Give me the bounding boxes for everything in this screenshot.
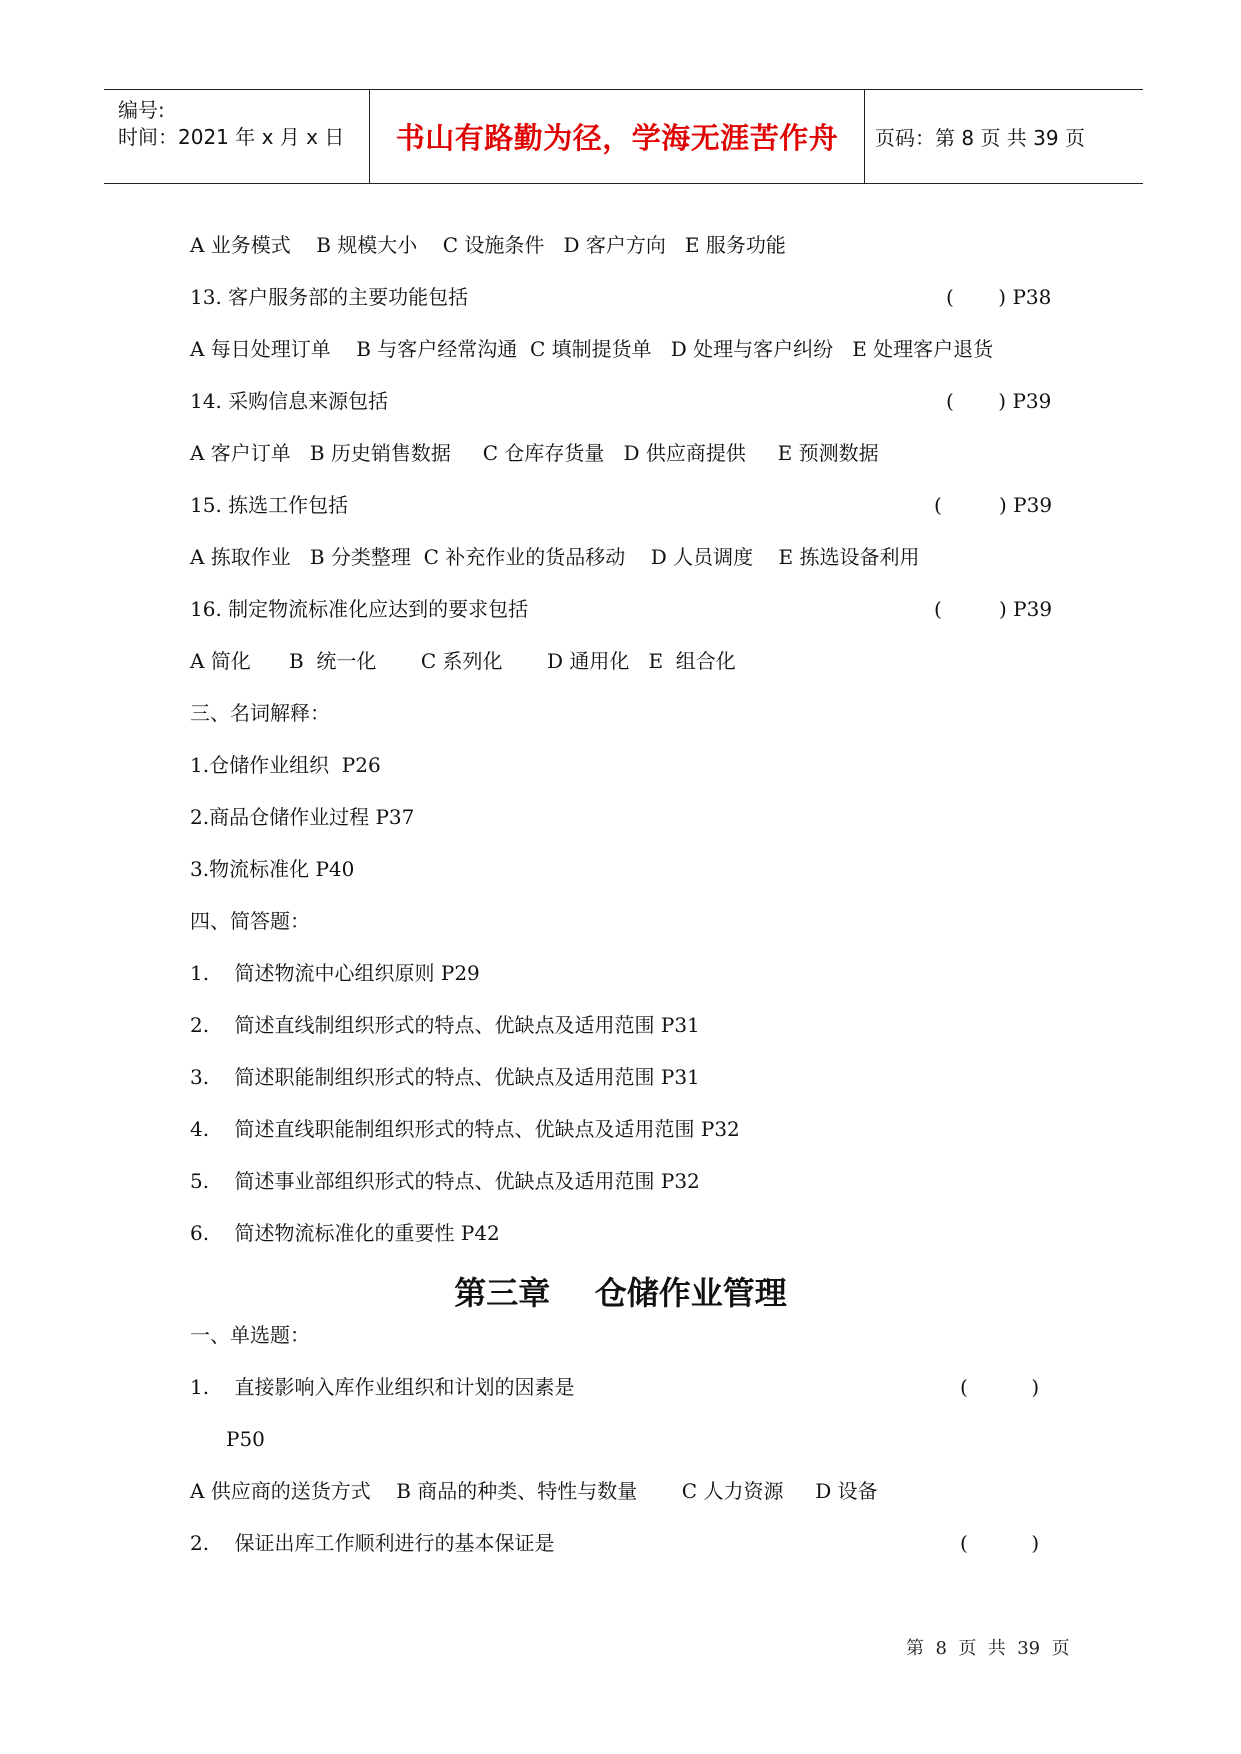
options-line-16: A 简化 B 统一化 C 系列化 D 通用化 E 组合化 <box>190 649 736 673</box>
short-answer-item-6: 6. 简述物流标准化的重要性 P42 <box>190 1221 500 1245</box>
options-line-13: A 每日处理订单 B 与客户经常沟通 C 填制提货单 D 处理与客户纠纷 E 处理客户退货 <box>190 337 994 361</box>
short-answer-item-1: 1. 简述物流中心组织原则 P29 <box>190 961 480 985</box>
question-ch3-2: 2. 保证出库工作顺利进行的基本保证是 <box>190 1531 555 1555</box>
options-line-14: A 客户订单 B 历史销售数据 C 仓库存货量 D 供应商提供 E 预测数据 <box>190 441 879 465</box>
options-line-ch3-1: A 供应商的送货方式 B 商品的种类、特性与数量 C 人力资源 D 设备 <box>190 1479 878 1503</box>
answer-ref-15: ( ) P39 <box>934 493 1053 517</box>
header-motto: 书山有路勤为径，学海无涯苦作舟 <box>395 121 839 155</box>
question-13: 13. 客户服务部的主要功能包括 <box>190 285 469 309</box>
answer-ref-14: ( ) P39 <box>946 389 1052 413</box>
short-answer-item-2: 2. 简述直线制组织形式的特点、优缺点及适用范围 P31 <box>190 1013 700 1037</box>
term-item-3: 3.物流标准化 P40 <box>190 857 355 881</box>
section-heading-single-choice: 一、单选题： <box>190 1323 310 1347</box>
short-answer-item-5: 5. 简述事业部组织形式的特点、优缺点及适用范围 P32 <box>190 1169 700 1193</box>
question-ch3-1: 1. 直接影响入库作业组织和计划的因素是 <box>190 1375 575 1399</box>
term-item-1: 1.仓储作业组织 P26 <box>190 753 381 777</box>
page-footer: 第 8 页 共 39 页 <box>906 1638 1070 1659</box>
answer-bracket-ch3-1: ( ) <box>960 1375 1040 1399</box>
short-answer-item-3: 3. 简述职能制组织形式的特点、优缺点及适用范围 P31 <box>190 1065 700 1089</box>
answer-ref-16: ( ) P39 <box>934 597 1053 621</box>
options-line-12: A 业务模式 B 规模大小 C 设施条件 D 客户方向 E 服务功能 <box>190 233 786 257</box>
answer-ref-13: ( ) P38 <box>946 285 1052 309</box>
answer-bracket-ch3-2: ( ) <box>960 1531 1040 1555</box>
section-heading-short-answer: 四、简答题： <box>190 909 310 933</box>
document-time-label: 时间：2021 年 x 月 x 日 <box>118 125 345 149</box>
options-line-15: A 拣取作业 B 分类整理 C 补充作业的货品移动 D 人员调度 E 拣选设备利用 <box>190 545 920 569</box>
question-14: 14. 采购信息来源包括 <box>190 389 389 413</box>
question-16: 16. 制定物流标准化应达到的要求包括 <box>190 597 529 621</box>
header-page-number: 页码：第 8 页 共 39 页 <box>875 126 1085 150</box>
question-15: 15. 拣选工作包括 <box>190 493 349 517</box>
section-heading-terms: 三、名词解释： <box>190 701 330 725</box>
term-item-2: 2.商品仓储作业过程 P37 <box>190 805 415 829</box>
document-number-label: 编号: <box>118 98 165 122</box>
page-ref-ch3-1: P50 <box>226 1427 265 1451</box>
short-answer-item-4: 4. 简述直线职能制组织形式的特点、优缺点及适用范围 P32 <box>190 1117 740 1141</box>
chapter-title: 第三章 仓储作业管理 <box>454 1274 787 1312</box>
